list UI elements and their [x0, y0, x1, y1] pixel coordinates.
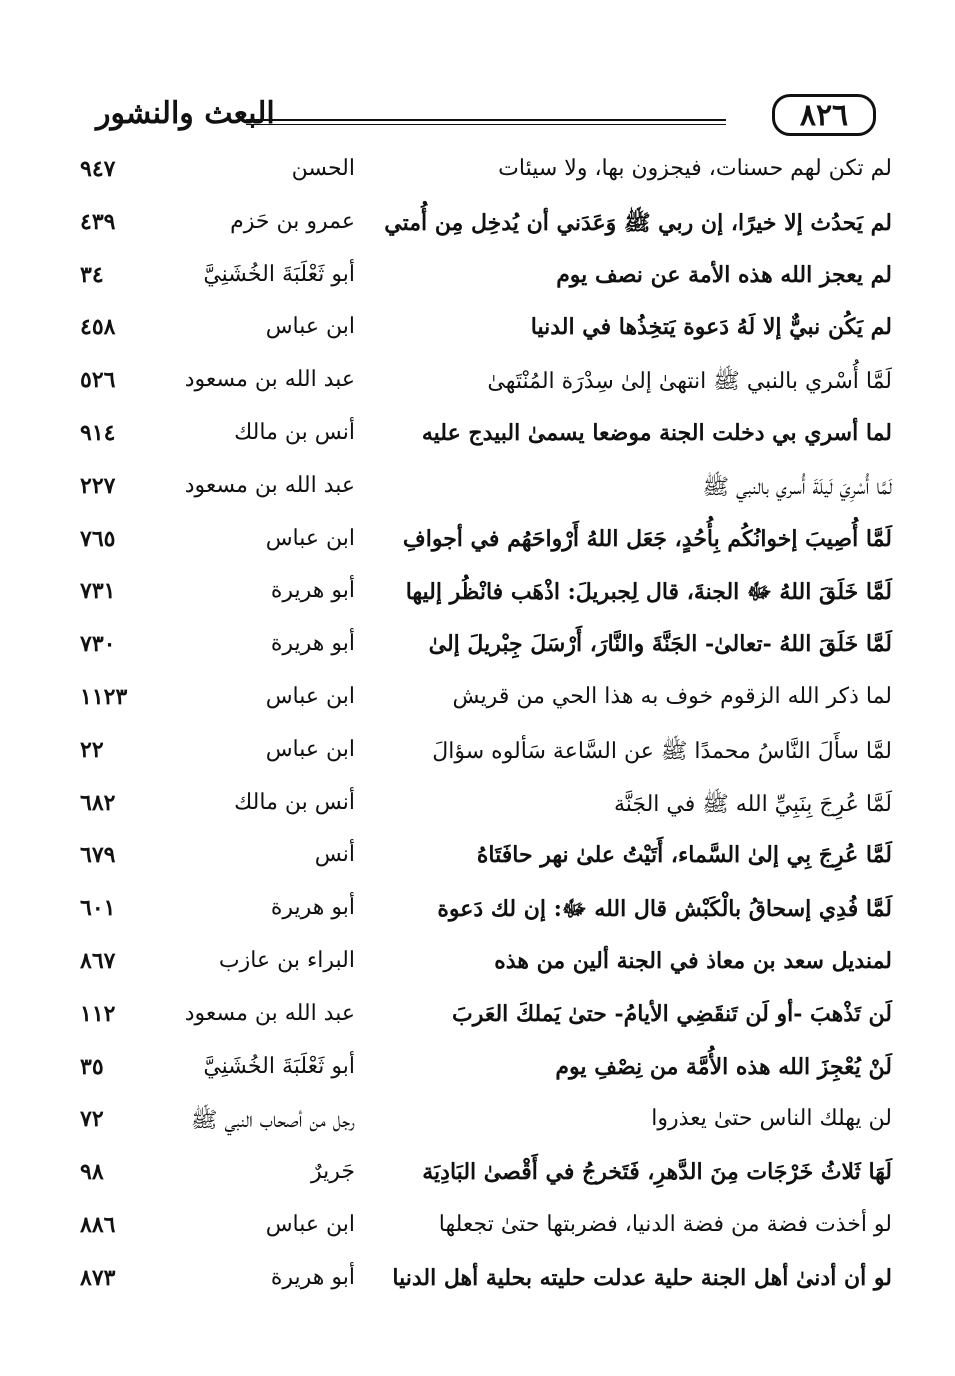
page-reference: ٨٨٦: [80, 1211, 116, 1238]
hadith-text: لن يهلك الناس حتىٰ يعذروا: [651, 1106, 892, 1132]
page-reference: ١١٢٣: [80, 683, 128, 710]
index-row: [70, 310, 900, 363]
page-reference: ٦٧٩: [80, 842, 116, 869]
index-row: [70, 1102, 900, 1155]
narrator: عبد الله بن مسعود: [184, 472, 355, 498]
page-reference: ٦٠١: [80, 895, 116, 922]
page-reference: ٨٦٧: [80, 947, 116, 974]
narrator: عمرو بن حَزم: [230, 208, 355, 234]
narrator: الحسن: [291, 156, 355, 181]
narrator: أبو ثَعْلَبَةَ الخُشَنِيَّ: [203, 1053, 355, 1079]
header-rule-thin: [246, 124, 726, 125]
hadith-text: لَمَّا أُسْري بالنبي ﷺ انتهىٰ إلىٰ سِدْرَة المُنْتَهىٰ: [487, 369, 892, 395]
narrator: أبو هريرة: [270, 578, 355, 604]
hadith-text: لو أن أدنىٰ أهل الجنة حلية عدلت حليته بحلية أهل الدنيا: [392, 1264, 892, 1291]
narrator: أنس بن مالك: [234, 419, 355, 445]
header-rule: [246, 119, 726, 121]
narrator: أبو هريرة: [270, 1264, 355, 1290]
index-row: [70, 416, 900, 469]
narrator: أنس بن مالك: [234, 789, 355, 815]
hadith-text: لمَّا سأَلَ النَّاسُ محمدًا ﷺ عن السَّاعة سَألوه سؤالَ: [432, 738, 892, 764]
index-row: [70, 469, 900, 522]
index-row: [70, 838, 900, 891]
page-reference: ٦٨٢: [80, 789, 116, 816]
narrator: ابن عباس: [265, 314, 355, 340]
hadith-text: لَمَّا خَلَقَ اللهُ ﷻ الجنةَ، قال لِجبريلَ: اذْهَب فانْظُر إليها: [405, 579, 892, 606]
index-row: [70, 574, 900, 627]
page-reference: ٥٢٦: [80, 367, 116, 394]
narrator: أبو هريرة: [270, 895, 355, 921]
narrator: أنس: [314, 842, 355, 868]
index-row: [70, 1261, 900, 1314]
page-reference: ٧٢: [80, 1106, 104, 1133]
index-row: [70, 152, 900, 205]
index-row: [70, 1155, 900, 1208]
page-reference: ٧٦٥: [80, 525, 116, 552]
index-row: [70, 205, 900, 258]
hadith-text: لَن تَذْهبَ -أو لَن تَنقَضِي الأيامُ- حتىٰ يَملكَ العَربَ: [452, 1000, 892, 1027]
index-row: [70, 733, 900, 786]
index-row: [70, 258, 900, 311]
page-reference: ٣٤: [80, 261, 104, 288]
hadith-text: لَمَّا فُدِي إسحاقُ بالْكَبْش قال الله ﷻ: إن لك دَعوة: [437, 896, 892, 923]
narrator: عبد الله بن مسعود: [184, 367, 355, 393]
index-row: [70, 786, 900, 839]
page-reference: ٩٨: [80, 1159, 104, 1186]
narrator: ابن عباس: [265, 683, 355, 709]
book-title: البعث والنشور: [96, 96, 275, 131]
index-row: [70, 944, 900, 997]
page-reference: ٩٤٧: [80, 156, 116, 182]
narrator: البراء بن عازب: [218, 947, 355, 973]
page-reference: ١١٢: [80, 1000, 116, 1027]
index-row: [70, 1050, 900, 1103]
narrator: ابن عباس: [265, 736, 355, 762]
index-row: [70, 1208, 900, 1261]
narrator: ابن عباس: [265, 525, 355, 551]
index-row: [70, 997, 900, 1050]
page-reference: ٧٣٠: [80, 631, 116, 658]
hadith-text: لَنْ يُعْجِزَ الله هذه الأُمَّة من نِصْفِ يوم: [555, 1053, 892, 1080]
narrator: ابن عباس: [265, 1211, 355, 1237]
hadith-text: لَمَّا أُسْرِيَ لَيلَةَ أُسري بالنبي ﷺ: [702, 474, 892, 500]
index-row: [70, 522, 900, 575]
hadith-text: لَمَّا أُصِيبَ إخوانُكُم بِأُحُدٍ، جَعَل اللهُ أَرْواحَهُم في أجوافِ: [402, 525, 892, 552]
hadith-text: لم يعجز الله هذه الأمة عن نصف يوم: [556, 261, 892, 288]
hadith-text: لما ذكر الله الزقوم خوف به هذا الحي من قريش: [452, 683, 892, 709]
hadith-text: لَمَّا خَلَقَ اللهُ -تعالىٰ- الجَنَّةَ والنَّارَ، أَرْسَلَ جِبْريلَ إلىٰ: [428, 631, 892, 658]
page-reference: ٢٢٧: [80, 472, 116, 499]
page-header: [96, 92, 876, 138]
hadith-text: لَمَّا عُرِجَ بِنَبِيِّ الله ﷺ في الجَنَّة: [613, 791, 892, 817]
hadith-text: لما أسري بي دخلت الجنة موضعا يسمىٰ البيدج عليه: [421, 419, 892, 446]
hadith-text: لمنديل سعد بن معاذ في الجنة ألين من هذه: [494, 947, 892, 974]
hadith-text: لم تكن لهم حسنات، فيجزون بها، ولا سيئات: [498, 156, 892, 181]
hadith-text: لو أخذت فضة من فضة الدنيا، فضربتها حتىٰ تجعلها: [438, 1211, 892, 1237]
page-reference: ٣٥: [80, 1053, 104, 1080]
page-reference: ٧٣١: [80, 578, 116, 605]
narrator: أبو ثَعْلَبَةَ الخُشَنِيَّ: [203, 261, 355, 287]
narrator: عبد الله بن مسعود: [184, 1000, 355, 1026]
hadith-text: لَمَّا عُرِجَ بِي إلىٰ السَّماء، أَتَيْتُ علىٰ نهر حافَتَاهُ: [476, 842, 892, 869]
hadith-index: [70, 152, 900, 1314]
hadith-text: لم يَكُن نبيٌّ إلا لَهُ دَعوة يَتخِذُها في الدنيا: [530, 314, 892, 341]
index-row: [70, 680, 900, 733]
page-reference: ٢٢: [80, 736, 104, 763]
page-number: ٨٢٦: [772, 94, 876, 136]
index-row: [70, 363, 900, 416]
narrator: أبو هريرة: [270, 631, 355, 657]
index-row: [70, 627, 900, 680]
page-reference: ٨٧٣: [80, 1264, 116, 1291]
hadith-text: لم يَحدُث إلا خيرًا، إن ربي ﷺ وَعَدَني أن يُدخِل مِن أُمتي: [384, 209, 892, 236]
hadith-text: لَهَا ثَلاثُ خَرْجَات مِنَ الدَّهرِ، فَتَخرجُ في أَقْصىٰ البَادِيَة: [422, 1159, 892, 1186]
page-reference: ٤٣٩: [80, 208, 116, 235]
index-row: [70, 891, 900, 944]
page-reference: ٤٥٨: [80, 314, 116, 341]
narrator: جَريرٌ: [311, 1159, 355, 1185]
narrator: رجل من أصحاب النبي ﷺ: [190, 1108, 355, 1134]
page-reference: ٩١٤: [80, 419, 116, 446]
